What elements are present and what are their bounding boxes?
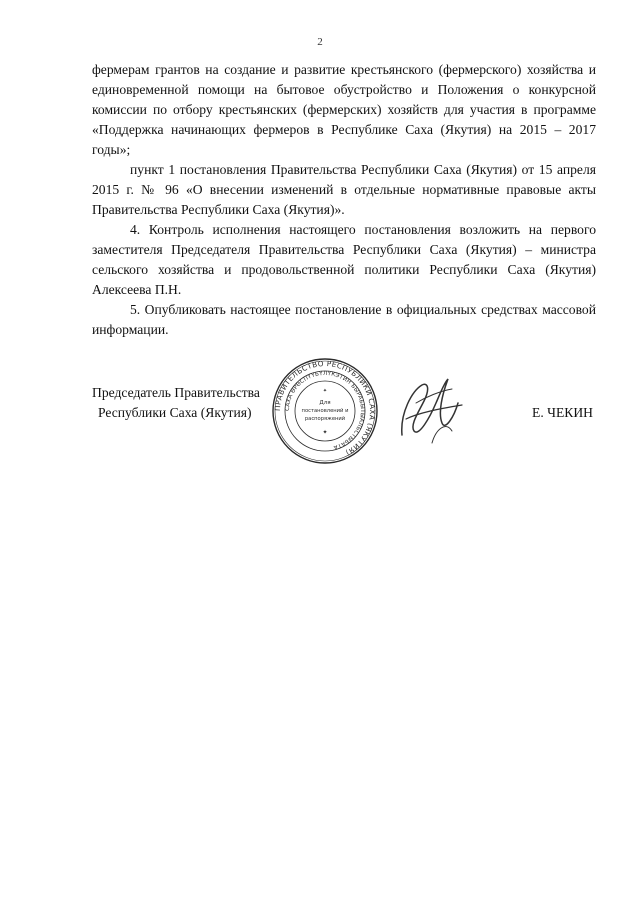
seal-center-text-3: распоряжений [304,416,346,422]
seal-inner-text: САХА ӨРӨСПҮҮБҮЛҮКЭТИН БЫРАБЫТЫАЛЬСТЫБАТА [284,370,366,450]
signatory-name: Е. ЧЕКИН [532,405,593,420]
paragraph-item-5: 5. Опубликовать настоящее постановление в официальных средствах массовой информации. [92,302,596,337]
signatory-position-line-1: Председатель Правительства [92,385,260,400]
document-body [92,60,596,340]
page-number: 2 [317,36,323,48]
signatory-position [92,383,260,423]
paragraph-item: пункт 1 постановления Правительства Республики Саха (Якутия) от 15 апреля 2015 г. № 96 «О внесении изменений в отдельные нормативные правовые акты Правительства Республики Саха (Якутия)». [92,162,596,217]
signatory-position-line-2: Республики Саха (Якутия) [98,405,252,420]
official-seal-icon [270,356,380,466]
handwritten-signature-icon [392,373,477,453]
paragraph-continuation: фермерам грантов на создание и развитие крестьянского (фермерского) хозяйства и единовременной помощи на бытовое обустройство и Положения о конкурсной комиссии по отбору крестьянских (фермерских) хозяйств для участия в программе «Поддержка начинающих фермеров в Республике Саха (Якутия) на 2015 – 2017 годы»; [92,62,596,157]
paragraph-item-4: 4. Контроль исполнения настоящего постановления возложить на первого заместителя Председателя Правительства Республики Саха (Якутия) – министра сельского хозяйства и продовольственной политики Республики Саха (Якутия) Алексеева П.Н. [92,222,596,297]
svg-text:✦: ✦ [322,430,328,436]
seal-center-text-2: постановлений и [301,408,349,414]
seal-outer-text: ПРАВИТЕЛЬСТВО РЕСПУБЛИКИ САХА (ЯКУТИЯ) [272,358,378,458]
signature-block [92,358,596,483]
seal-center-text-1: Для [319,400,331,406]
svg-text:✦: ✦ [322,389,328,394]
